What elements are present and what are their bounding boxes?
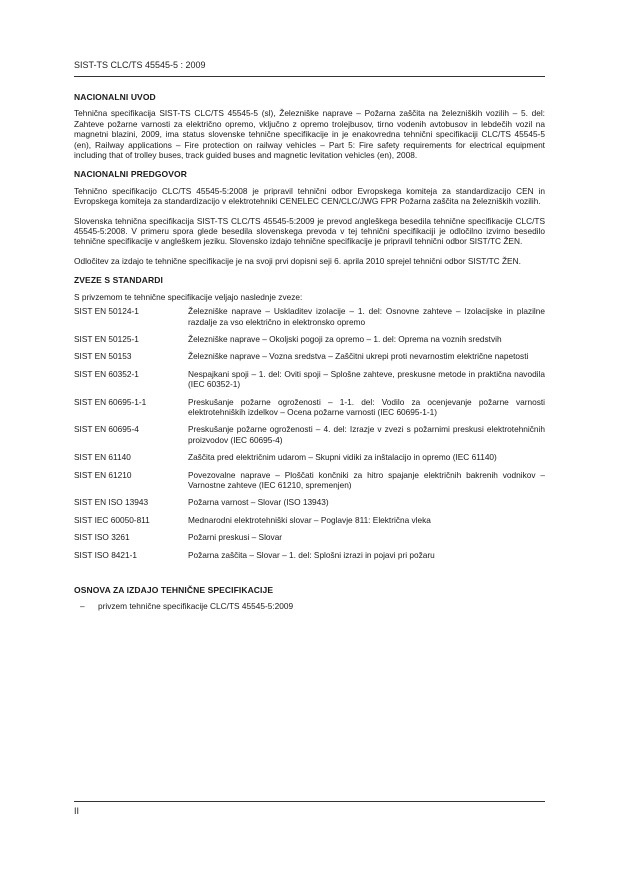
intro-paragraph: Tehnična specifikacija SIST-TS CLC/TS 45545-5 (sl), Železniške naprave – Požarna zaščita na železniških vozilih – 5. del: Zahteve požarne varnosti za električno opremo, vključno z opremo trolejbusov, tirno vodenih avtobusov in lebdečih vozil na magnetni blazini, 2009, ima status slovenske tehnične specifikacije in je enakovredna tehnični specifikaciji CLC/TS 45545-5 (en), Railway applications – Fire protection on railway vehicles – Part 5: Fire safety requirements for electrical equipment including that of trolley buses, track guided buses and magnetic levitation vehicles (en), 2008. [74,108,545,161]
list-item-text: privzem tehnične specifikacije CLC/TS 45545-5:2009 [98,601,294,612]
table-row [74,470,545,498]
list-item [74,601,545,611]
references-table [74,306,545,567]
table-row [74,550,545,567]
standard-title: Preskušanje požarne ogroženosti – 4. del: Izrazje v zvezi s požarnimi preskusi elektrotehničnih proizvodov (IEC 60695-4) [188,424,545,445]
standard-title: Zaščita pred električnim udarom – Skupni vidiki za inštalacijo in opremo (IEC 61140) [188,452,497,463]
standard-title: Mednarodni elektrotehniški slovar – Poglavje 811: Električna vleka [188,514,431,525]
standard-title: Požarna varnost – Slovar (ISO 13943) [188,497,329,508]
foreword-paragraph: Odločitev za izdajo te tehnične specifikacije je na svoji prvi dopisni seji 6. aprila 2010 sprejel tehnični odbor SIST/TC ŽEN. [74,255,521,266]
standard-code: SIST EN 61210 [74,469,132,480]
standard-title: Železniške naprave – Okoljski pogoji za opremo – 1. del: Oprema na voznih sredstvih [188,333,502,344]
foreword-heading: NACIONALNI PREDGOVOR [74,169,187,180]
footer-divider [74,801,545,802]
standard-code: SIST EN 50124-1 [74,306,139,317]
document-header: SIST-TS CLC/TS 45545-5 : 2009 [74,60,206,70]
page-number: II [74,806,80,816]
standard-code: SIST EN 50125-1 [74,333,139,344]
table-row [74,515,545,532]
standard-title: Železniške naprave – Vozna sredstva – Zaščitni ukrepi proti nevarnostim električne napetosti [188,351,529,362]
standard-code: SIST EN 60695-4 [74,424,139,435]
standard-code: SIST ISO 8421-1 [74,549,138,560]
standard-code: SIST ISO 3261 [74,532,130,543]
table-row [74,452,545,469]
dash-bullet: – [80,601,85,612]
standard-title: Požarna zaščita – Slovar – 1. del: Splošni izrazi in pojavi pri požaru [188,549,435,560]
standard-code: SIST EN 60352-1 [74,368,139,379]
intro-heading: NACIONALNI UVOD [74,92,156,102]
table-row [74,397,545,425]
foreword-paragraph: Tehnično specifikacijo CLC/TS 45545-5:2008 je pripravil tehnični odbor Evropskega komiteja za standardizacijo CEN in Evropskega komiteja za standardizacijo v elektrotehniki CENELEC CEN/CLC/JWG FPR Požarna zaščita na železniških vozilih. [74,185,545,207]
table-row [74,334,545,351]
references-heading: ZVEZE S STANDARDI [74,275,163,286]
table-row [74,351,545,368]
references-intro: S privzemom te tehnične specifikacije veljajo naslednje zveze: [74,291,303,302]
standard-title: Železniške naprave – Uskladitev izolacije – 1. del: Osnovne zahteve – Izolacijske in plazilne razdalje za vso električno in elektronsko opremo [188,306,545,327]
standard-title: Povezovalne naprave – Ploščati končniki za hitro spajanje električnih bakrenih vodnikov – Varnostne zahteve (IEC 61210, spremenjen) [188,469,545,490]
table-row [74,532,545,549]
standard-title: Preskušanje požarne ogroženosti – 1-1. del: Vodilo za ocenjevanje požarne varnosti elektrotehniških izdelkov – Ocena požarne varnosti (IEC 60695-1-1) [188,396,545,417]
table-row [74,424,545,452]
standard-code: SIST EN 61140 [74,452,131,463]
document-content [74,86,545,612]
foreword-paragraph: Slovenska tehnična specifikacija SIST-TS CLC/TS 45545-5:2009 je prevod angleškega besedila tehnične specifikacije CLC/TS 45545-5:2008. V primeru spora glede besedila slovenskega prevoda v tej tehnični specifikaciji je odločilno izvirno besedilo tehnične specifikacije v angleškem jeziku. Slovensko izdajo tehnične specifikacije je pripravil tehnični odbor SIST/TC ŽEN. [74,215,545,247]
basis-heading: OSNOVA ZA IZDAJO TEHNIČNE SPECIFIKACIJE [74,585,274,595]
standard-title: Nespajkani spoji – 1. del: Oviti spoji – Splošne zahteve, preskusne metode in praktična navodila (IEC 60352-1) [188,368,545,390]
standard-code: SIST EN 50153 [74,351,132,362]
standard-code: SIST IEC 60050-811 [74,514,150,525]
standard-title: Požarni preskusi – Slovar [188,532,283,543]
header-divider [74,76,545,77]
table-row [74,497,545,514]
table-row [74,306,545,334]
standard-code: SIST EN 60695-1-1 [74,396,147,407]
standard-code: SIST EN ISO 13943 [74,497,149,508]
table-row [74,369,545,397]
